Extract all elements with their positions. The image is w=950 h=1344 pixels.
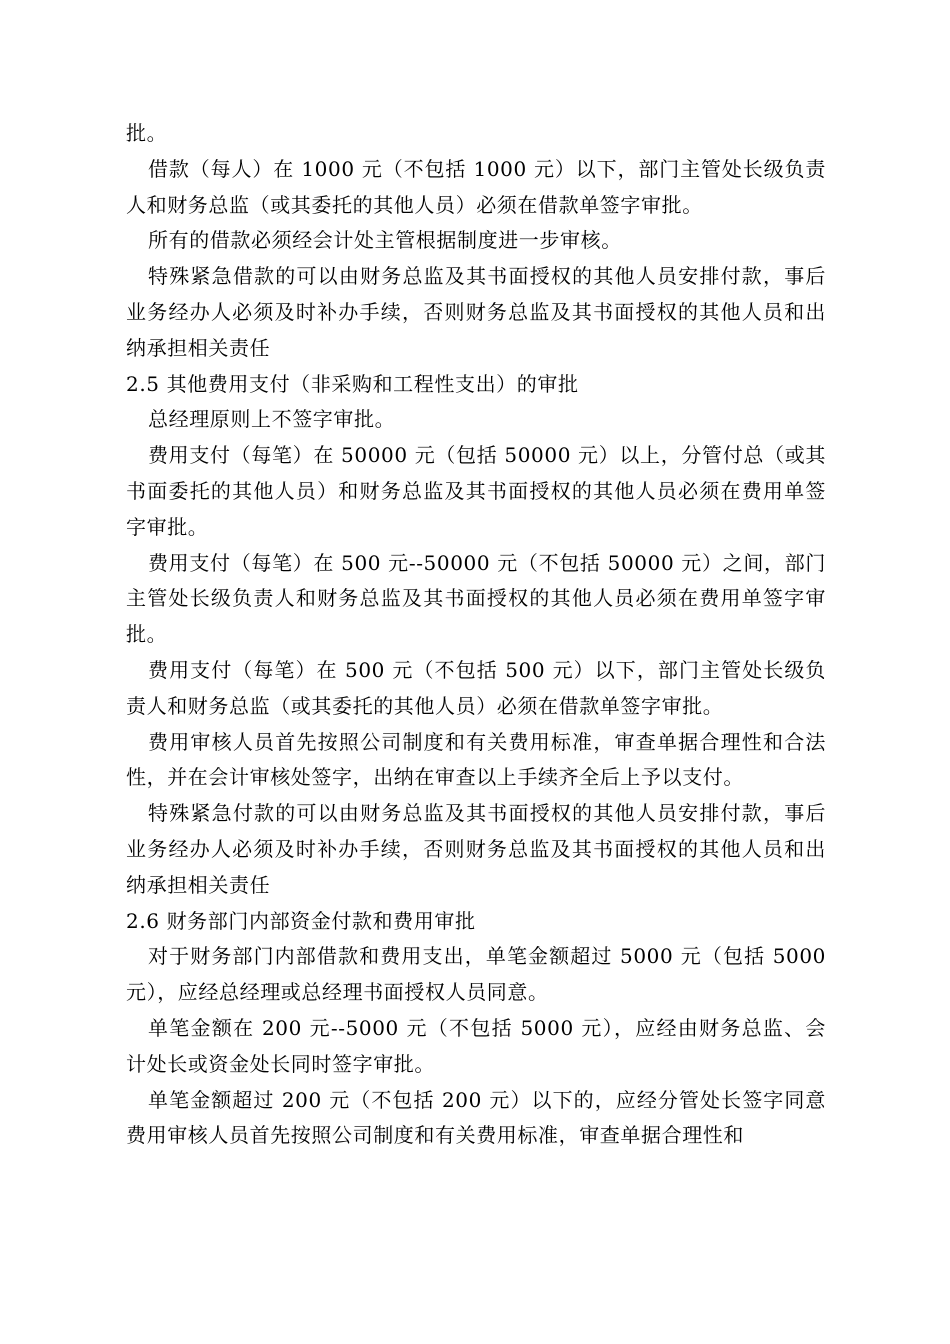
paragraph-urgent-payment: 特殊紧急付款的可以由财务总监及其书面授权的其他人员安排付款，事后业务经办人必须及时补办手续，否则财务总监及其书面授权的其他人员和出纳承担相关责任 [126,801,826,897]
paragraph-loan-review: 所有的借款必须经会计处主管根据制度进一步审核。 [148,228,622,253]
paragraph-urgent-loan: 特殊紧急借款的可以由财务总监及其书面授权的其他人员安排付款，事后业务经办人必须及时补办手续，否则财务总监及其书面授权的其他人员和出纳承担相关责任 [126,264,826,360]
paragraph-internal-over-5000: 对于财务部门内部借款和费用支出，单笔金额超过 5000 元（包括 5000 元），应经总经理或总经理书面授权人员同意。 [126,944,826,1005]
section-heading-2-5: 2.5 其他费用支付（非采购和工程性支出）的审批 [126,371,579,396]
paragraph-expense-500-50000: 费用支付（每笔）在 500 元--50000 元（不包括 50000 元）之间，部门主管处长级负责人和财务总监及其书面授权的其他人员必须在费用单签字审批。 [126,550,826,647]
paragraph-expense-audit: 费用审核人员首先按照公司制度和有关费用标准，审查单据合理性和合法性，并在会计审核处签字，出纳在审查以上手续齐全后上予以支付。 [126,729,826,790]
paragraph-loan-under-1000: 借款（每人）在 1000 元（不包括 1000 元）以下，部门主管处长级负责人和财务总监（或其委托的其他人员）必须在借款单签字审批。 [126,156,826,217]
paragraph-internal-200-5000: 单笔金额在 200 元--5000 元（不包括 5000 元），应经由财务总监、会计处长或资金处长同时签字审批。 [126,1015,826,1076]
paragraph-expense-over-50000: 费用支付（每笔）在 50000 元（包括 50000 元）以上，分管付总（或其书面委托的其他人员）和财务总监及其书面授权的其他人员必须在费用单签字审批。 [126,443,826,539]
document-body [126,116,826,1154]
paragraph-continuation: 批。 [126,121,168,145]
paragraph-gm-no-sign: 总经理原则上不签字审批。 [148,407,396,432]
paragraph-internal-under-200: 单笔金额超过 200 元（不包括 200 元）以下的，应经分管处长签字同意费用审核人员首先按照公司制度和有关费用标准，审查单据合理性和 [126,1087,826,1148]
paragraph-expense-under-500: 费用支付（每笔）在 500 元（不包括 500 元）以下，部门主管处长级负责人和财务总监（或其委托的其他人员）必须在借款单签字审批。 [126,657,826,718]
section-heading-2-6: 2.6 财务部门内部资金付款和费用审批 [126,908,476,933]
